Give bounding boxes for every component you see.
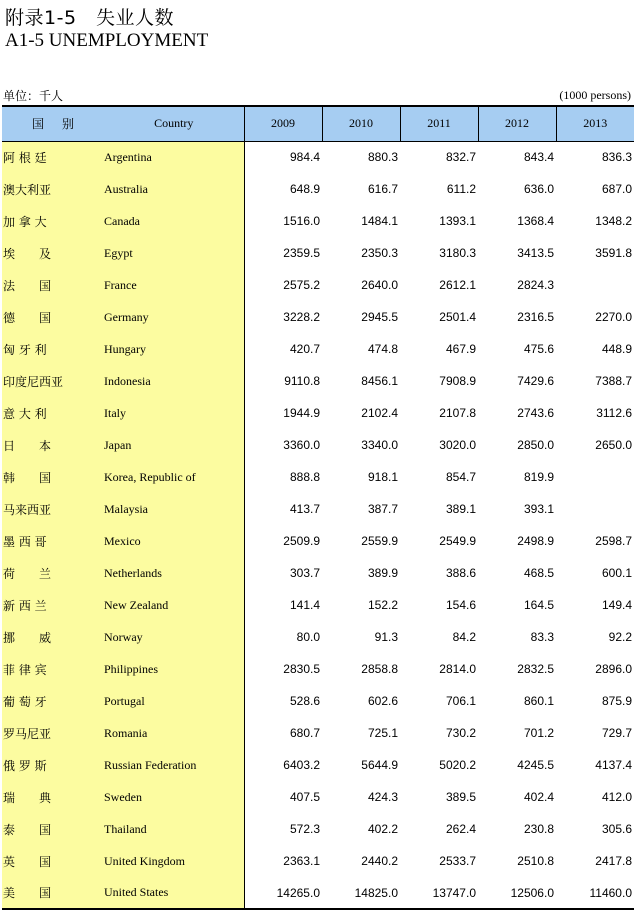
value-cell: 2814.0 xyxy=(439,662,476,676)
value-cell: 2640.0 xyxy=(361,278,398,292)
value-cell: 1368.4 xyxy=(517,214,554,228)
value-cell: 2612.1 xyxy=(439,278,476,292)
value-cell: 854.7 xyxy=(445,470,476,484)
value-cell: 2510.8 xyxy=(517,854,554,868)
country-name-cn: 加 拿 大 xyxy=(2,205,104,237)
table-row xyxy=(2,397,634,429)
value-cell: 402.2 xyxy=(367,822,398,836)
country-name-cn: 葡 萄 牙 xyxy=(2,685,104,717)
country-name-cn: 法 国 xyxy=(2,269,104,301)
value-cell: 164.5 xyxy=(523,598,554,612)
country-name-en: Norway xyxy=(104,621,244,653)
table-row xyxy=(2,845,634,877)
value-cell xyxy=(556,461,634,493)
country-name-en: Mexico xyxy=(104,525,244,557)
value-cell: 141.4 xyxy=(289,598,320,612)
value-cell: 7388.7 xyxy=(595,374,632,388)
value-cell: 11460.0 xyxy=(556,877,634,909)
country-name-cn: 新 西 兰 xyxy=(2,589,104,621)
country-name-cn: 荷 兰 xyxy=(2,557,104,589)
value-cell: 8456.1 xyxy=(361,374,398,388)
country-name-cn: 菲 律 宾 xyxy=(2,653,104,685)
country-name-cn: 英 国 xyxy=(2,845,104,877)
value-cell: 14825.0 xyxy=(322,877,400,909)
value-cell: 3180.3 xyxy=(439,246,476,260)
value-cell: 2575.2 xyxy=(283,278,320,292)
country-name-en: Korea, Republic of xyxy=(104,461,244,493)
value-cell: 3591.8 xyxy=(595,246,632,260)
value-cell: 918.1 xyxy=(367,470,398,484)
value-cell: 819.9 xyxy=(523,470,554,484)
value-cell: 393.1 xyxy=(523,502,554,516)
value-cell: 6403.2 xyxy=(283,758,320,772)
country-name-en: Germany xyxy=(104,301,244,333)
country-name-cn: 阿 根 廷 xyxy=(2,141,104,173)
table-row xyxy=(2,525,634,557)
country-name-cn: 罗马尼亚 xyxy=(2,717,104,749)
value-cell: 836.3 xyxy=(601,150,632,165)
value-cell: 528.6 xyxy=(289,694,320,708)
country-name-cn: 匈 牙 利 xyxy=(2,333,104,365)
value-cell: 2896.0 xyxy=(595,662,632,676)
value-cell: 611.2 xyxy=(446,182,476,196)
value-cell: 474.8 xyxy=(367,342,398,356)
value-cell: 5020.2 xyxy=(439,758,476,772)
value-cell: 572.3 xyxy=(289,822,320,836)
value-cell: 636.0 xyxy=(523,182,554,196)
table-row xyxy=(2,493,634,525)
table-row xyxy=(2,141,634,173)
table-header-row xyxy=(2,106,634,141)
value-cell: 83.3 xyxy=(530,630,554,644)
value-cell: 3360.0 xyxy=(283,438,320,452)
value-cell: 3340.0 xyxy=(361,438,398,452)
value-cell: 2359.5 xyxy=(283,246,320,260)
table-row xyxy=(2,173,634,205)
table-row xyxy=(2,461,634,493)
value-cell: 2363.1 xyxy=(283,854,320,868)
table-row xyxy=(2,333,634,365)
country-name-en: Portugal xyxy=(104,685,244,717)
value-cell: 2830.5 xyxy=(283,662,320,676)
value-cell: 1516.0 xyxy=(283,214,320,228)
value-cell: 1944.9 xyxy=(283,406,320,420)
value-cell: 1348.2 xyxy=(595,214,632,228)
value-cell: 2650.0 xyxy=(595,438,632,452)
value-cell: 2533.7 xyxy=(439,854,476,868)
value-cell: 7429.6 xyxy=(517,374,554,388)
value-cell: 880.3 xyxy=(367,150,398,165)
value-cell: 13747.0 xyxy=(400,877,478,909)
value-cell: 389.1 xyxy=(445,502,476,516)
value-cell: 3413.5 xyxy=(517,246,554,260)
value-cell: 2350.3 xyxy=(361,246,398,260)
value-cell: 860.1 xyxy=(523,694,554,708)
header-year: 2012 xyxy=(478,106,556,141)
country-name-en: Japan xyxy=(104,429,244,461)
value-cell: 2549.9 xyxy=(439,534,476,548)
header-year: 2013 xyxy=(556,106,634,141)
table-row xyxy=(2,685,634,717)
value-cell: 2598.7 xyxy=(595,534,632,548)
unemployment-table xyxy=(2,105,634,910)
value-cell: 2270.0 xyxy=(595,310,632,324)
country-name-cn: 俄 罗 斯 xyxy=(2,749,104,781)
unit-label-en: (1000 persons) xyxy=(559,88,631,102)
table-row xyxy=(2,781,634,813)
header-country-en: Country xyxy=(104,106,244,141)
value-cell: 2824.3 xyxy=(517,278,554,292)
page-title-cn: 附录1-5 失业人数 xyxy=(5,7,175,29)
country-name-en: Thailand xyxy=(104,813,244,845)
table-row xyxy=(2,749,634,781)
value-cell: 92.2 xyxy=(608,630,632,644)
country-name-cn: 印度尼西亚 xyxy=(2,365,104,397)
value-cell: 80.0 xyxy=(296,630,320,644)
value-cell: 984.4 xyxy=(289,150,320,165)
country-name-en: Malaysia xyxy=(104,493,244,525)
country-name-cn: 泰 国 xyxy=(2,813,104,845)
table-row xyxy=(2,301,634,333)
value-cell: 729.7 xyxy=(601,726,632,740)
value-cell: 2316.5 xyxy=(517,310,554,324)
country-name-en: Argentina xyxy=(104,141,244,173)
table-row xyxy=(2,429,634,461)
country-name-cn: 韩 国 xyxy=(2,461,104,493)
country-name-cn: 澳大利亚 xyxy=(2,173,104,205)
value-cell: 468.5 xyxy=(523,566,554,580)
country-name-cn: 美 国 xyxy=(2,877,104,909)
value-cell: 154.6 xyxy=(445,598,476,612)
value-cell: 2832.5 xyxy=(517,662,554,676)
country-name-cn: 墨 西 哥 xyxy=(2,525,104,557)
country-name-en: Netherlands xyxy=(104,557,244,589)
header-year: 2010 xyxy=(322,106,400,141)
value-cell: 12506.0 xyxy=(478,877,556,909)
value-cell: 2559.9 xyxy=(361,534,398,548)
page-title-en: A1-5 UNEMPLOYMENT xyxy=(5,30,209,51)
value-cell: 3112.6 xyxy=(596,406,632,420)
value-cell: 149.4 xyxy=(601,598,632,612)
value-cell: 389.9 xyxy=(367,566,398,580)
value-cell: 888.8 xyxy=(289,470,320,484)
value-cell: 2498.9 xyxy=(517,534,554,548)
value-cell: 5644.9 xyxy=(361,758,398,772)
value-cell: 730.2 xyxy=(445,726,476,740)
value-cell: 402.4 xyxy=(523,790,554,804)
country-name-en: Canada xyxy=(104,205,244,237)
value-cell: 616.7 xyxy=(367,182,398,196)
value-cell: 2501.4 xyxy=(439,310,476,324)
table-row xyxy=(2,589,634,621)
country-name-cn: 埃 及 xyxy=(2,237,104,269)
value-cell: 2743.6 xyxy=(517,406,554,420)
value-cell: 706.1 xyxy=(445,694,476,708)
value-cell: 2102.4 xyxy=(361,406,398,420)
value-cell: 14265.0 xyxy=(244,877,322,909)
header-year: 2009 xyxy=(244,106,322,141)
value-cell: 303.7 xyxy=(289,566,320,580)
value-cell: 2107.8 xyxy=(439,406,476,420)
value-cell: 648.9 xyxy=(289,182,320,196)
country-name-en: Australia xyxy=(104,173,244,205)
unit-label-cn: 单位：千人 xyxy=(3,89,64,103)
value-cell: 725.1 xyxy=(367,726,398,740)
value-cell: 2850.0 xyxy=(517,438,554,452)
value-cell: 1484.1 xyxy=(361,214,398,228)
value-cell: 687.0 xyxy=(601,182,632,196)
country-name-cn: 意 大 利 xyxy=(2,397,104,429)
value-cell: 305.6 xyxy=(601,822,632,836)
table-row xyxy=(2,813,634,845)
country-name-en: United States xyxy=(104,877,244,909)
value-cell: 832.7 xyxy=(445,150,476,165)
value-cell: 701.2 xyxy=(523,726,554,740)
country-name-en: Russian Federation xyxy=(104,749,244,781)
value-cell: 152.2 xyxy=(367,598,398,612)
value-cell: 230.8 xyxy=(523,822,554,836)
table-row xyxy=(2,717,634,749)
country-name-cn: 日 本 xyxy=(2,429,104,461)
value-cell: 4245.5 xyxy=(517,758,554,772)
value-cell: 475.6 xyxy=(523,342,554,356)
value-cell: 412.0 xyxy=(601,790,632,804)
table-row xyxy=(2,557,634,589)
value-cell: 387.7 xyxy=(367,502,398,516)
value-cell: 420.7 xyxy=(289,342,320,356)
country-name-en: Hungary xyxy=(104,333,244,365)
value-cell: 388.6 xyxy=(445,566,476,580)
value-cell: 2945.5 xyxy=(361,310,398,324)
value-cell: 9110.8 xyxy=(284,374,320,388)
value-cell: 875.9 xyxy=(601,694,632,708)
table-row xyxy=(2,365,634,397)
value-cell: 680.7 xyxy=(289,726,320,740)
country-name-cn: 马来西亚 xyxy=(2,493,104,525)
country-name-cn: 德 国 xyxy=(2,301,104,333)
table-row xyxy=(2,205,634,237)
table-row xyxy=(2,621,634,653)
country-name-en: Egypt xyxy=(104,237,244,269)
value-cell: 602.6 xyxy=(367,694,398,708)
country-name-en: Sweden xyxy=(104,781,244,813)
country-name-cn: 挪 威 xyxy=(2,621,104,653)
value-cell: 3020.0 xyxy=(439,438,476,452)
country-name-en: France xyxy=(104,269,244,301)
value-cell: 2858.8 xyxy=(361,662,398,676)
value-cell: 424.3 xyxy=(367,790,398,804)
value-cell: 467.9 xyxy=(445,342,476,356)
value-cell: 262.4 xyxy=(445,822,476,836)
header-country-cn: 国别 xyxy=(2,106,104,141)
table-row xyxy=(2,269,634,301)
value-cell: 3228.2 xyxy=(283,310,320,324)
value-cell: 413.7 xyxy=(289,502,320,516)
value-cell: 2440.2 xyxy=(361,854,398,868)
value-cell: 4137.4 xyxy=(595,758,632,772)
value-cell: 1393.1 xyxy=(439,214,476,228)
country-name-en: New Zealand xyxy=(104,589,244,621)
value-cell: 389.5 xyxy=(445,790,476,804)
country-name-en: Italy xyxy=(104,397,244,429)
value-cell: 91.3 xyxy=(374,630,398,644)
country-name-en: Indonesia xyxy=(104,365,244,397)
country-name-en: United Kingdom xyxy=(104,845,244,877)
country-name-en: Romania xyxy=(104,717,244,749)
value-cell: 7908.9 xyxy=(439,374,476,388)
header-year: 2011 xyxy=(400,106,478,141)
value-cell: 448.9 xyxy=(601,342,632,356)
table-row xyxy=(2,653,634,685)
value-cell: 2417.8 xyxy=(595,854,632,868)
table-body xyxy=(2,141,634,909)
value-cell: 407.5 xyxy=(289,790,320,804)
value-cell: 600.1 xyxy=(601,566,632,580)
table-row xyxy=(2,237,634,269)
country-name-en: Philippines xyxy=(104,653,244,685)
table-row xyxy=(2,877,634,909)
value-cell: 843.4 xyxy=(523,150,554,165)
value-cell xyxy=(556,269,634,301)
value-cell xyxy=(556,493,634,525)
value-cell: 2509.9 xyxy=(283,534,320,548)
country-name-cn: 瑞 典 xyxy=(2,781,104,813)
value-cell: 84.2 xyxy=(452,630,476,644)
